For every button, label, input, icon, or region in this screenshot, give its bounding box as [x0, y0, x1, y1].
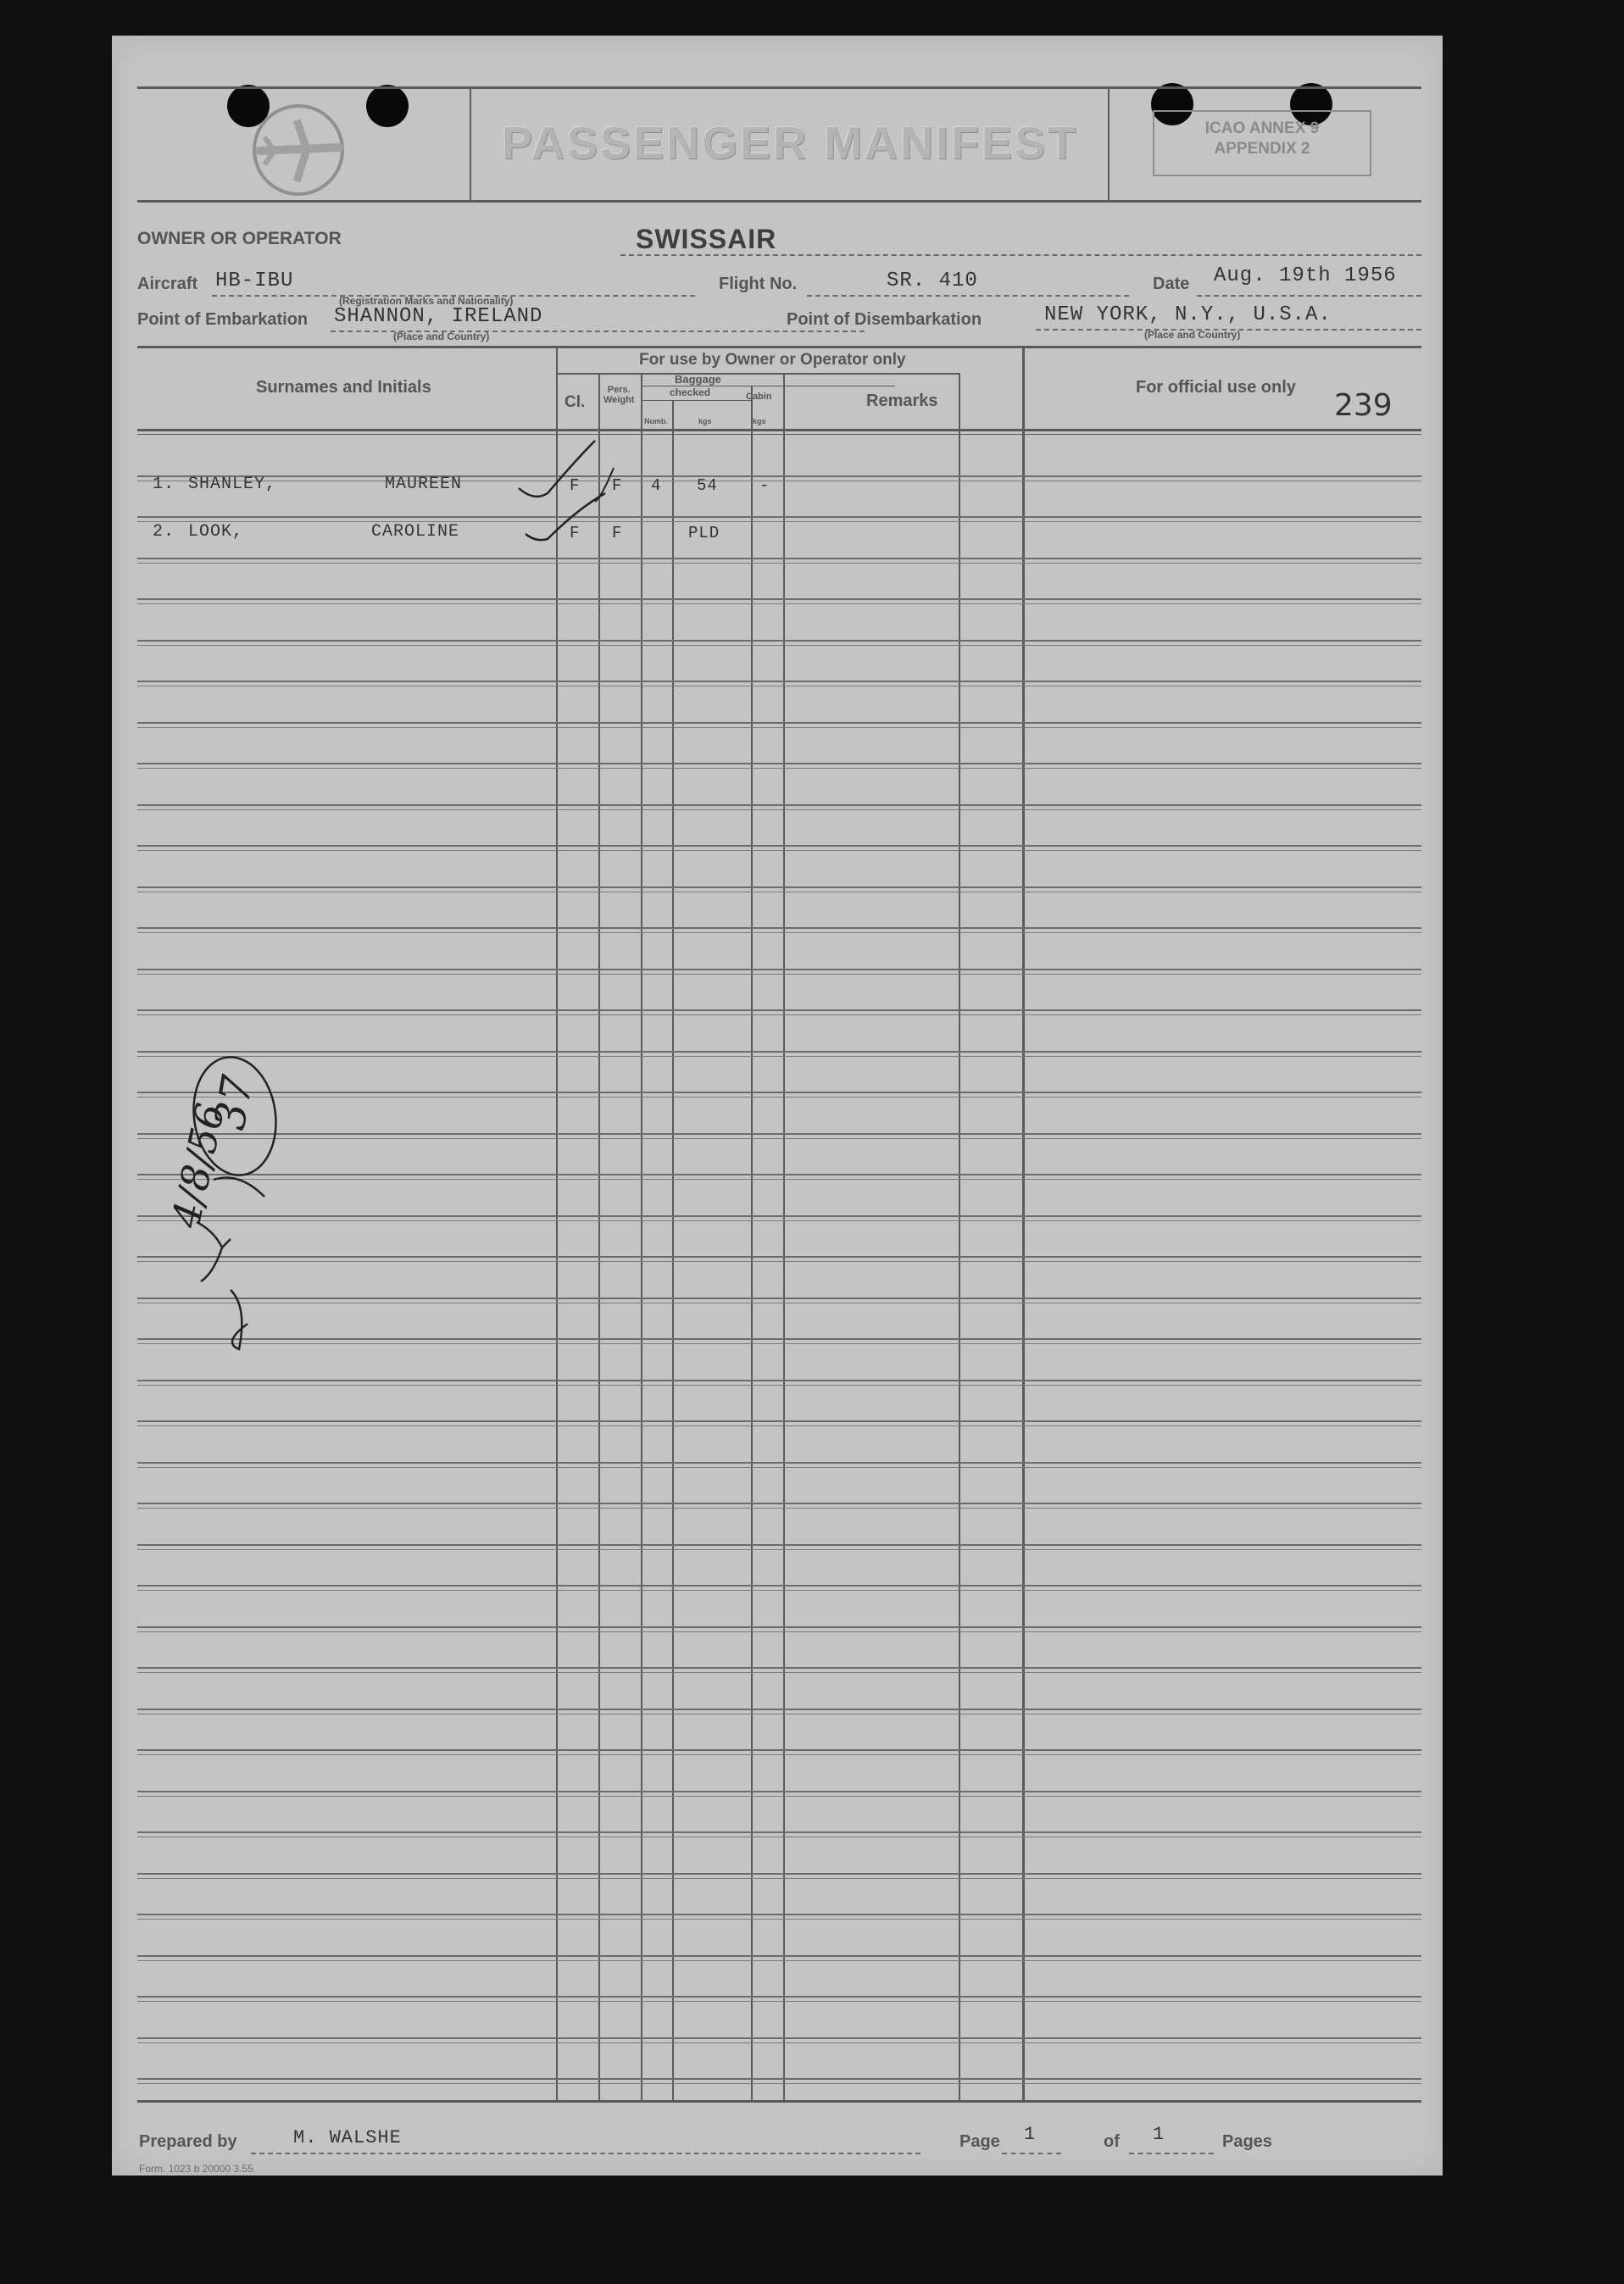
ruled-line [137, 768, 1421, 769]
ruled-line [137, 1092, 1421, 1093]
ruled-line [137, 1919, 1421, 1920]
ruled-line [137, 1626, 1421, 1628]
punch-hole [366, 85, 409, 127]
check-mark-icon [510, 434, 629, 553]
ruled-line [137, 603, 1421, 604]
ruled-line [137, 727, 1421, 728]
ruled-line [137, 521, 1421, 522]
passenger-weight: F [612, 476, 623, 495]
airplane-logo-icon [247, 103, 349, 197]
passenger-surname: SHANLEY, [188, 475, 277, 494]
ruled-line [137, 969, 1421, 970]
ruled-line [137, 2037, 1421, 2039]
prepared-by-value: M. WALSHE [293, 2127, 402, 2148]
ruled-line [137, 1754, 1421, 1755]
icao-stamp [1153, 110, 1371, 176]
disembark-note: (Place and Country) [1144, 329, 1241, 341]
ruled-line [137, 1467, 1421, 1468]
kgs-header: kgs [698, 417, 712, 425]
ruled-line [137, 1955, 1421, 1957]
ruled-line [137, 1256, 1421, 1258]
ruled-line [137, 1343, 1421, 1344]
ruled-line [137, 886, 1421, 888]
ruled-line [137, 1051, 1421, 1053]
ruled-line [137, 1549, 1421, 1550]
ruled-line [137, 1831, 1421, 1833]
form-number: Form. 1023 b 20000 3.55. [139, 2163, 257, 2175]
ruled-line [137, 2042, 1421, 2043]
ruled-line [137, 1749, 1421, 1751]
ruled-line [137, 1996, 1421, 1998]
disembark-value: NEW YORK, N.Y., U.S.A. [1044, 303, 1332, 326]
circled-number: 37 [204, 1071, 263, 1134]
embark-value: SHANNON, IRELAND [334, 305, 543, 328]
ruled-line [137, 1508, 1421, 1509]
ruled-line [137, 645, 1421, 646]
ruled-line [137, 1462, 1421, 1464]
flight-label: Flight No. [719, 275, 798, 293]
ruled-line [137, 475, 1421, 477]
page-label: Page [959, 2132, 1000, 2151]
ruled-line [137, 927, 1421, 929]
passenger-class: F [570, 524, 581, 542]
cl-header: Cl. [565, 393, 586, 411]
pers-weight-line: Weight [603, 395, 635, 405]
baggage-number: 4 [651, 476, 662, 495]
ruled-line [137, 1298, 1421, 1299]
of-label: of [1104, 2132, 1120, 2151]
ruled-line [137, 1425, 1421, 1426]
embark-label: Point of Embarkation [137, 310, 309, 329]
ruled-line [137, 1544, 1421, 1546]
manifest-page [112, 36, 1443, 2176]
ruled-line [137, 809, 1421, 810]
passenger-given-name: MAUREEN [385, 475, 463, 494]
baggage-kgs: 54 [697, 476, 718, 495]
ruled-line [137, 1338, 1421, 1340]
page-value: 1 [1024, 2124, 1037, 2145]
ruled-line [137, 1056, 1421, 1057]
ruled-line [137, 1667, 1421, 1669]
ruled-line [137, 1672, 1421, 1673]
ruled-line [137, 640, 1421, 642]
cabin-kgs: - [759, 476, 770, 495]
owner-use-header: For use by Owner or Operator only [639, 351, 906, 369]
ruled-line [137, 804, 1421, 806]
remarks-header: Remarks [866, 392, 938, 410]
ruled-line [137, 1138, 1421, 1139]
owner-label: OWNER OR OPERATOR [137, 229, 342, 248]
ruled-line [137, 1215, 1421, 1217]
ruled-line [137, 1631, 1421, 1632]
ruled-line [137, 1133, 1421, 1135]
ruled-line [137, 1796, 1421, 1797]
disembark-label: Point of Disembarkation [787, 310, 982, 329]
baggage-header: Baggage [675, 373, 721, 386]
ruled-line [137, 1420, 1421, 1422]
embark-note: (Place and Country) [393, 331, 490, 342]
flight-value: SR. 410 [887, 270, 978, 292]
ruled-line [137, 1585, 1421, 1587]
ruled-line [137, 563, 1421, 564]
ruled-line [137, 598, 1421, 600]
ruled-line [137, 850, 1421, 851]
passenger-given-name: CAROLINE [371, 522, 460, 542]
date-value: Aug. 19th 1956 [1214, 264, 1397, 287]
official-use-header: For official use only [1136, 378, 1296, 397]
ruled-line [137, 1174, 1421, 1175]
ruled-line [137, 1179, 1421, 1180]
ruled-line [137, 681, 1421, 682]
cabin-kgs-header: kgs [753, 417, 766, 425]
page-title: PASSENGER MANIFEST [502, 118, 1079, 169]
passenger-class: F [570, 476, 581, 495]
stamp-line: APPENDIX 2 [1214, 140, 1310, 158]
ruled-line [137, 1380, 1421, 1381]
ruled-line [137, 1261, 1421, 1262]
ruled-line [137, 558, 1421, 559]
ruled-line [137, 1009, 1421, 1011]
date-label: Date [1153, 275, 1190, 293]
official-number: 239 [1334, 388, 1393, 423]
ruled-line [137, 722, 1421, 724]
pers-weight-header [603, 385, 634, 405]
aircraft-label: Aircraft [137, 275, 198, 293]
prepared-by-label: Prepared by [139, 2132, 237, 2151]
passenger-weight: F [612, 524, 623, 542]
surnames-header: Surnames and Initials [256, 378, 431, 397]
ruled-line [137, 1590, 1421, 1591]
ruled-line [137, 1878, 1421, 1879]
handwritten-date: 4/8/56 [163, 1099, 234, 1232]
pages-value: 1 [1153, 2124, 1165, 2145]
aircraft-note: (Registration Marks and Nationality) [339, 295, 514, 307]
ruled-line [137, 763, 1421, 764]
passenger-surname: LOOK, [188, 522, 244, 542]
ruled-line [137, 1220, 1421, 1221]
row-number: 1. [153, 475, 175, 494]
ruled-line [137, 1960, 1421, 1961]
baggage-kgs: PLD [688, 524, 720, 542]
stamp-line: ICAO ANNEX 9 [1204, 119, 1320, 137]
owner-value: SWISSAIR [636, 224, 777, 254]
ruled-line [137, 932, 1421, 933]
ruled-line [137, 1791, 1421, 1792]
ruled-line [137, 1503, 1421, 1504]
ruled-line [137, 1914, 1421, 1915]
ruled-line [137, 516, 1421, 518]
number-header: Numb. [644, 417, 668, 425]
ruled-line [137, 2001, 1421, 2002]
pers-weight-line: Pers. [607, 385, 631, 395]
ruled-line [137, 1873, 1421, 1875]
ruled-line [137, 1709, 1421, 1710]
pages-label: Pages [1222, 2132, 1272, 2151]
ruled-line [137, 1385, 1421, 1386]
ruled-line [137, 2083, 1421, 2084]
ruled-line [137, 2078, 1421, 2080]
checked-header: checked [670, 386, 711, 398]
ruled-line [137, 845, 1421, 847]
aircraft-value: HB-IBU [215, 270, 294, 292]
ruled-line [137, 974, 1421, 975]
cabin-header: Cabin [746, 392, 772, 402]
ruled-line [137, 1014, 1421, 1015]
ruled-line [137, 1097, 1421, 1098]
row-number: 2. [153, 522, 175, 542]
